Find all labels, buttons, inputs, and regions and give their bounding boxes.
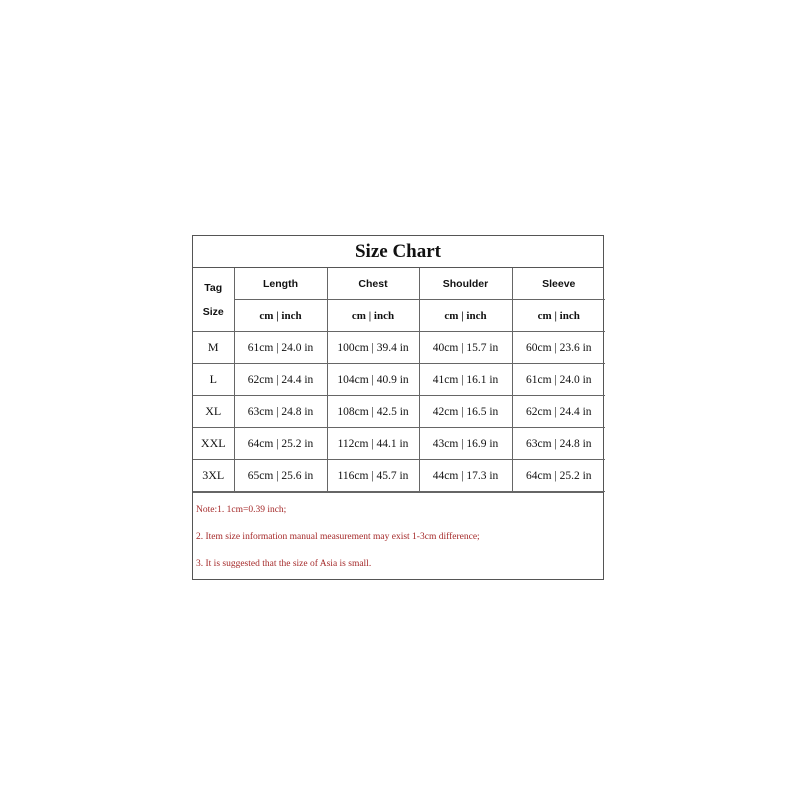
size-chart [192, 235, 604, 580]
length-cell: 63cm | 24.8 in [234, 396, 327, 428]
shoulder-cell: 43cm | 16.9 in [419, 428, 512, 460]
column-header-length: Length [234, 268, 327, 300]
size-cell: M [193, 332, 234, 364]
column-header-shoulder: Shoulder [419, 268, 512, 300]
chest-cell: 104cm | 40.9 in [327, 364, 419, 396]
length-cell: 61cm | 24.0 in [234, 332, 327, 364]
size-cell: XL [193, 396, 234, 428]
shoulder-cell: 42cm | 16.5 in [419, 396, 512, 428]
chest-cell: 116cm | 45.7 in [327, 460, 419, 492]
size-table [193, 268, 605, 492]
length-cell: 65cm | 25.6 in [234, 460, 327, 492]
chest-cell: 100cm | 39.4 in [327, 332, 419, 364]
unit-label: cm | inch [234, 300, 327, 332]
chart-title: Size Chart [193, 236, 603, 268]
table-row [193, 364, 605, 396]
chest-cell: 108cm | 42.5 in [327, 396, 419, 428]
table-row [193, 428, 605, 460]
length-cell: 64cm | 25.2 in [234, 428, 327, 460]
sleeve-cell: 61cm | 24.0 in [512, 364, 605, 396]
chest-cell: 112cm | 44.1 in [327, 428, 419, 460]
unit-label: cm | inch [512, 300, 605, 332]
size-cell: L [193, 364, 234, 396]
column-header-chest: Chest [327, 268, 419, 300]
sleeve-cell: 62cm | 24.4 in [512, 396, 605, 428]
unit-label: cm | inch [327, 300, 419, 332]
note-1: Note:1. 1cm=0.39 inch; [196, 505, 287, 515]
note-3: 3. It is suggested that the size of Asia is small. [196, 559, 372, 569]
shoulder-cell: 40cm | 15.7 in [419, 332, 512, 364]
length-cell: 62cm | 24.4 in [234, 364, 327, 396]
shoulder-cell: 44cm | 17.3 in [419, 460, 512, 492]
header-row [193, 268, 605, 300]
size-label: Size [202, 305, 224, 318]
table-row [193, 460, 605, 492]
sleeve-cell: 64cm | 25.2 in [512, 460, 605, 492]
size-cell: 3XL [193, 460, 234, 492]
tag-label: Tag [204, 281, 223, 294]
sleeve-cell: 60cm | 23.6 in [512, 332, 605, 364]
column-header-sleeve: Sleeve [512, 268, 605, 300]
table-row [193, 332, 605, 364]
shoulder-cell: 41cm | 16.1 in [419, 364, 512, 396]
table-row [193, 396, 605, 428]
unit-row [193, 300, 605, 332]
sleeve-cell: 63cm | 24.8 in [512, 428, 605, 460]
unit-label: cm | inch [419, 300, 512, 332]
tag-size-header [193, 268, 234, 332]
notes-section [193, 492, 603, 584]
size-cell: XXL [193, 428, 234, 460]
note-2: 2. Item size information manual measurement may exist 1-3cm difference; [196, 532, 480, 542]
